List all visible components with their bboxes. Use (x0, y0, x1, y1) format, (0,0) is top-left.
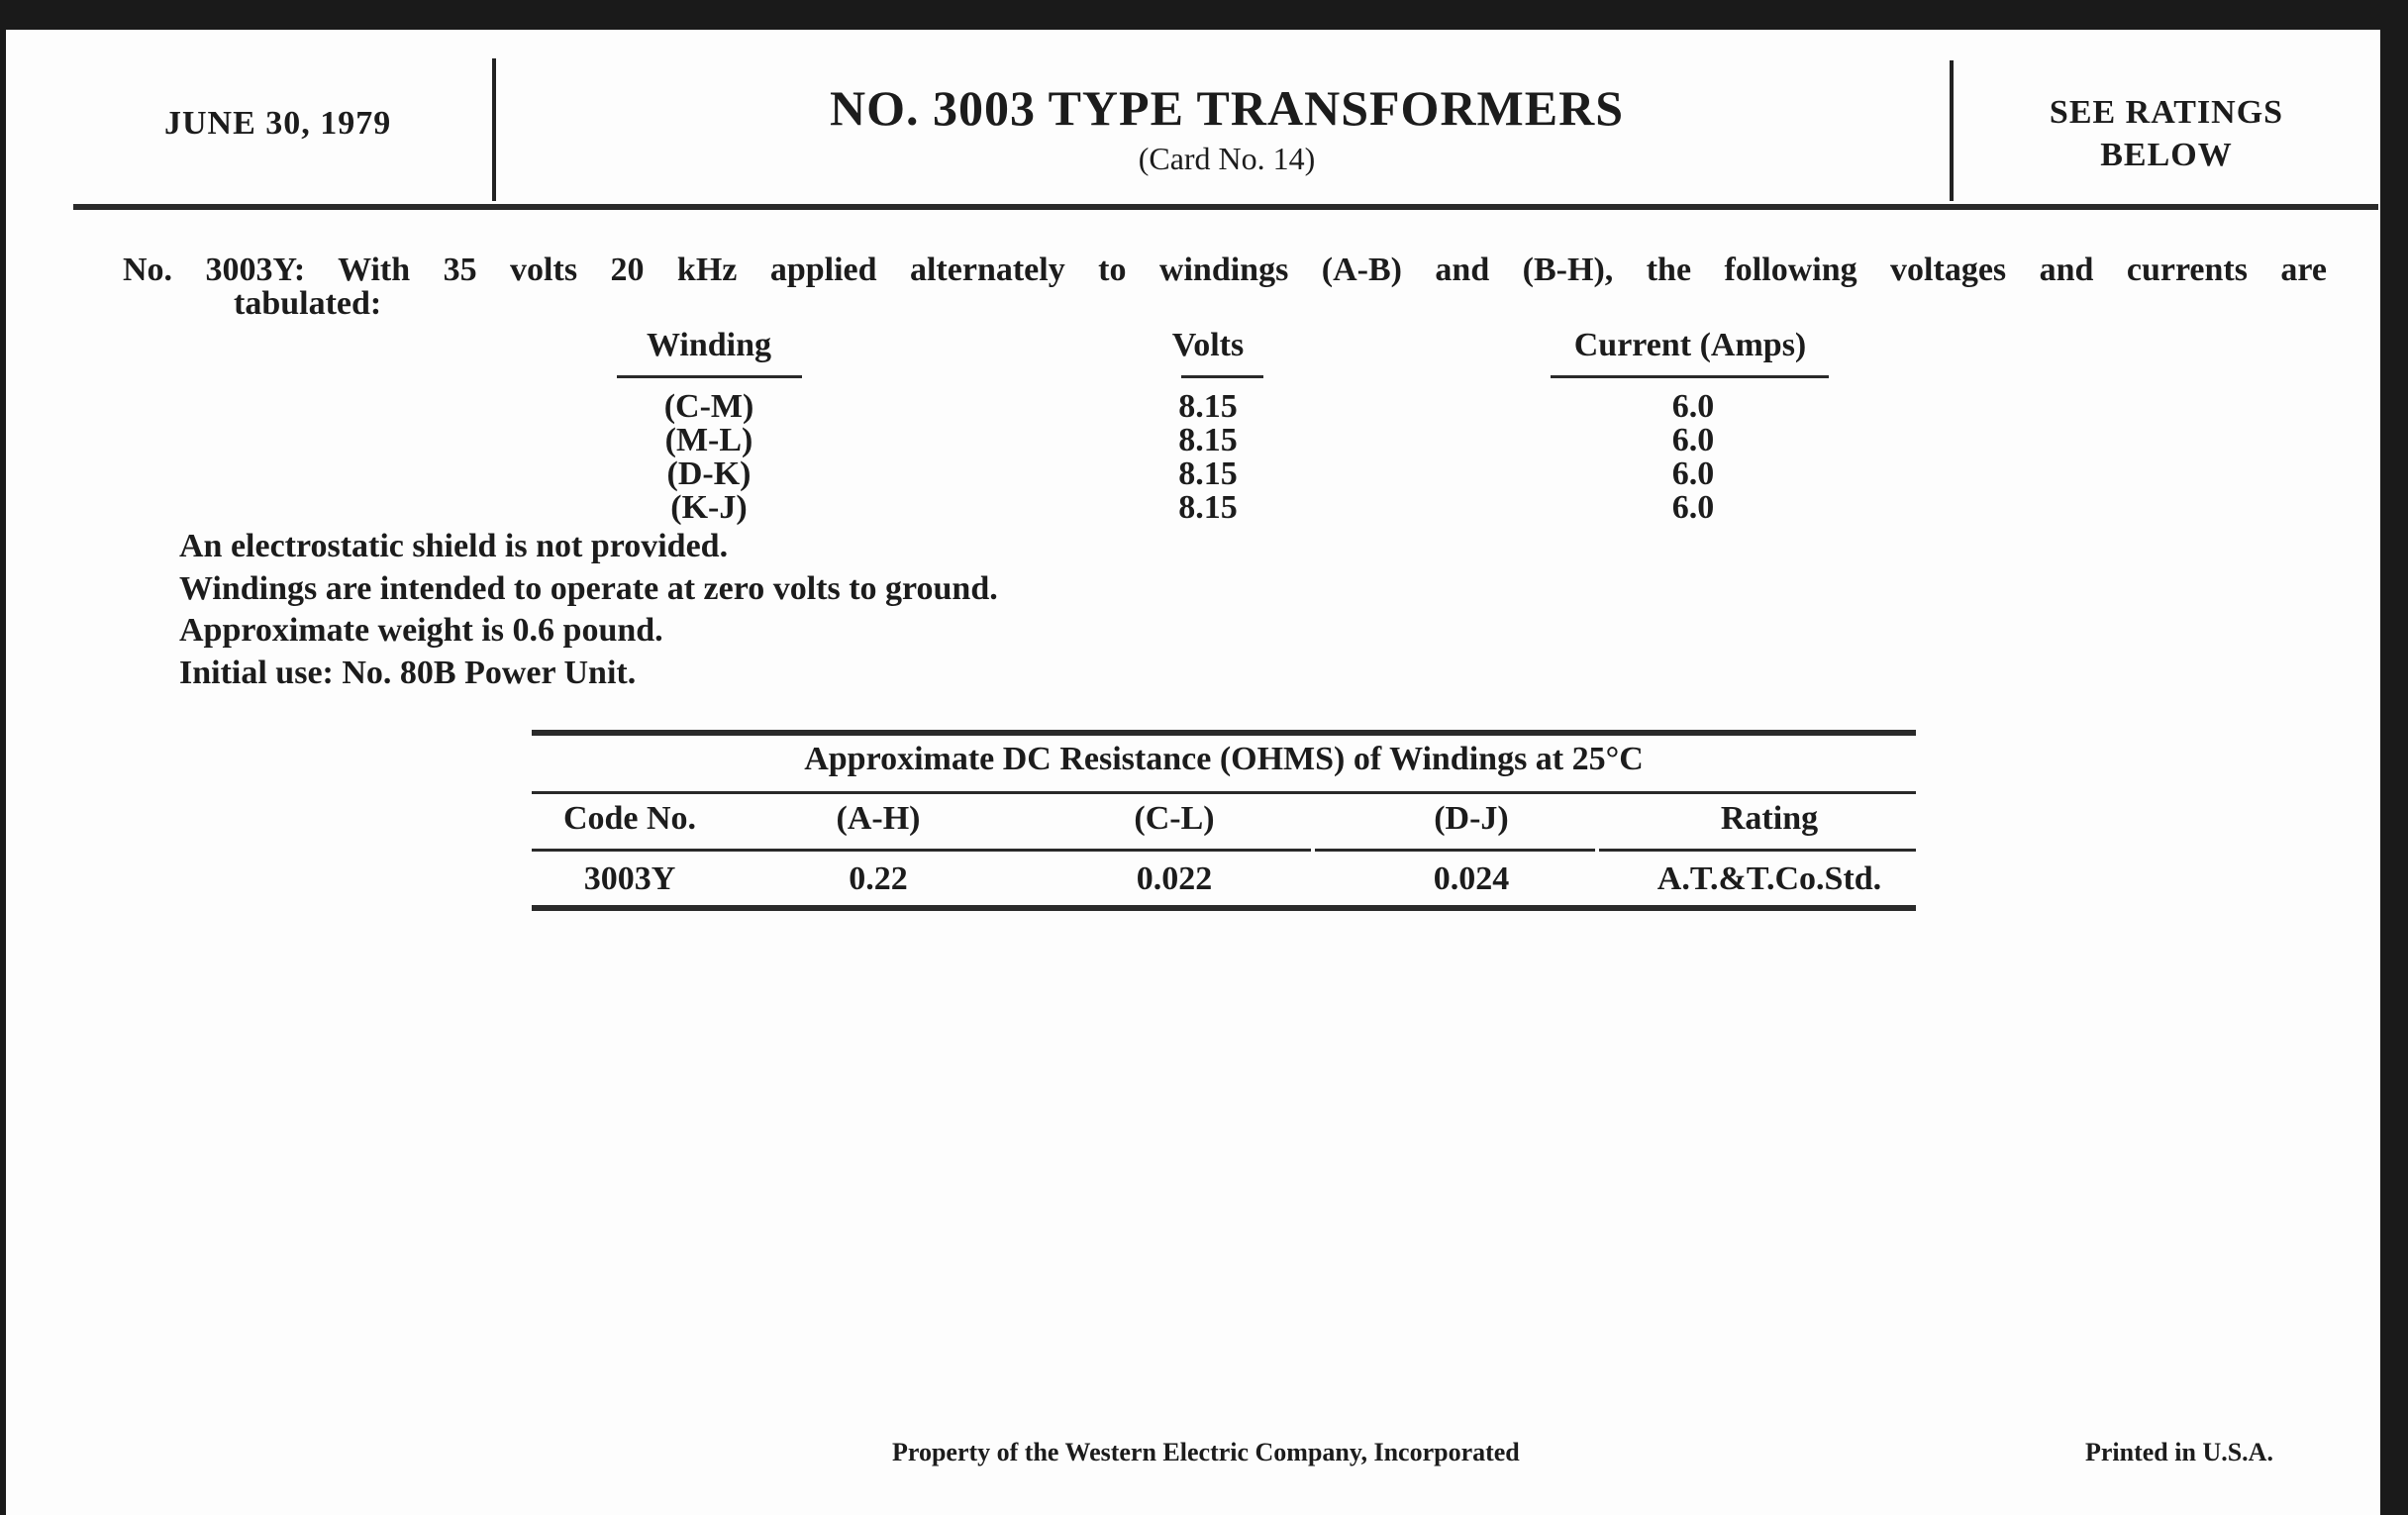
note-initial-use: Initial use: No. 80B Power Unit. (179, 655, 637, 691)
rating-cell: A.T.&T.Co.Std. (1656, 860, 1882, 897)
resistance-header-rule (532, 849, 1311, 852)
page-title: NO. 3003 TYPE TRANSFORMERS (829, 80, 1625, 136)
header-divider-left (492, 58, 496, 201)
current-cell: 6.0 (1671, 455, 1715, 492)
intro-line2: tabulated: (234, 285, 382, 322)
current-cell: 6.0 (1671, 489, 1715, 526)
col-header-winding: Winding (646, 327, 772, 363)
volts-cell: 8.15 (1178, 422, 1238, 458)
footer-printed: Printed in U.S.A. (2085, 1438, 2273, 1466)
header-rule (73, 204, 2378, 210)
note-weight: Approximate weight is 0.6 pound. (179, 612, 663, 649)
current-underline (1551, 375, 1829, 378)
c-l-cell: 0.022 (1136, 860, 1213, 897)
volts-cell: 8.15 (1178, 455, 1238, 492)
ratings-note-line1: SEE RATINGS (2049, 94, 2284, 131)
winding-cell: (M-L) (664, 422, 753, 458)
a-h-cell: 0.22 (849, 860, 908, 897)
note-shield: An electrostatic shield is not provided. (179, 528, 729, 564)
ratings-note-line2: BELOW (2100, 137, 2233, 173)
resistance-header-rule (1599, 849, 1916, 852)
header-divider-right (1950, 60, 1954, 201)
winding-cell: (D-K) (666, 455, 752, 492)
col-header-current: Current (Amps) (1573, 327, 1807, 363)
col-header-rating: Rating (1720, 800, 1819, 837)
col-header-a-h: (A-H) (836, 800, 921, 837)
winding-cell: (K-J) (670, 489, 748, 526)
note-ground: Windings are intended to operate at zero volts to ground. (179, 570, 998, 607)
current-cell: 6.0 (1671, 422, 1715, 458)
date: JUNE 30, 1979 (164, 105, 392, 142)
resistance-table-bottom-rule (532, 905, 1916, 911)
current-cell: 6.0 (1671, 388, 1715, 425)
volts-cell: 8.15 (1178, 489, 1238, 526)
volts-cell: 8.15 (1178, 388, 1238, 425)
col-header-c-l: (C-L) (1134, 800, 1215, 837)
card-number: (Card No. 14) (1138, 141, 1316, 176)
d-j-cell: 0.024 (1433, 860, 1510, 897)
resistance-title-rule (532, 791, 1916, 794)
code-cell: 3003Y (583, 860, 676, 897)
resistance-header-rule (1315, 849, 1595, 852)
col-header-volts: Volts (1171, 327, 1245, 363)
volts-underline (1181, 375, 1263, 378)
intro-line1: No. 3003Y: With 35 volts 20 kHz applied alternately to windings (A-B) and (B-H), the following voltages and currents are (123, 252, 2327, 288)
resistance-table-top-rule (532, 730, 1916, 736)
col-header-code: Code No. (562, 800, 697, 837)
footer-property: Property of the Western Electric Company, Incorporated (892, 1438, 1520, 1466)
winding-underline (617, 375, 802, 378)
col-header-d-j: (D-J) (1434, 800, 1509, 837)
resistance-table-title: Approximate DC Resistance (OHMS) of Windings at 25°C (804, 741, 1644, 777)
winding-cell: (C-M) (663, 388, 754, 425)
